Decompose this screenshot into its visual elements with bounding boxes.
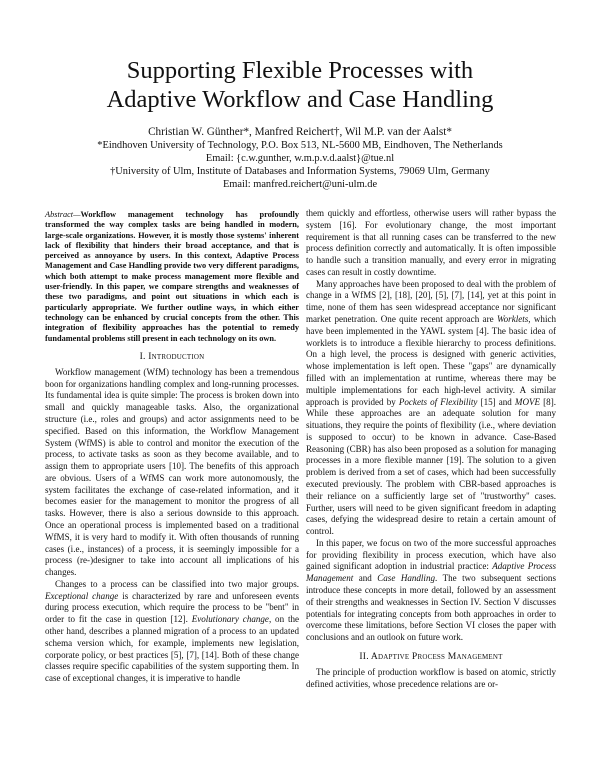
text-run: , which have been implemented in the YAWL system [4]. The basic idea of worklets is to introduce a flexible hierarchy to process definitions. On a high level, the process is designed with generic activities, whose implementation is left open. These "gaps" are dynamically filled with an implementation at runtime, whereas there may be multiple implementations for each high-level activity. A similar approach is provided by (306, 314, 556, 407)
title-line-2: Adaptive Workflow and Case Handling (106, 86, 494, 113)
text-run: Many approaches have been proposed to deal with the problem of change in a WfMS [2], [18], [20], [5], [7], [14], yet at this point in time, none of them has seen widespread acceptance nor significant market penetration. One quite recent approach are (306, 278, 556, 325)
intro-paragraph-2 (45, 579, 299, 685)
text-run: In this paper, we focus on two of the more successful approaches for providing flexibility in process execution, which have also gained significant adoption in industrial practice: (306, 537, 556, 572)
title-line-1: Supporting Flexible Processes with (126, 57, 474, 84)
emphasis-evolutionary-change: Evolutionary change (191, 614, 269, 625)
emphasis-exceptional-change: Exceptional change (45, 590, 119, 601)
intro-paragraph-1: Workflow management (WfM) technology has been a tremendous boon for organizations handling complex and long-running processes. Its fundamental idea is quite simple: The process is broken down into small and quickly manageable tasks. Also, the organizational structure (i.e., roles and groups) and actor assignments need to be specified. Based on this information, the Workflow Management System (WfMS) is able to control and monitor the execution of the process, to activate tasks as soon as they become available, and to assign them to appropriate users [10]. The benefits of this approach are obvious. Users of a WfMS can work more autonomously, the system facilitates the exchange of case-related information, and it becomes easier for the management to monitor the progress of all tasks. However, there is also a serious downside to this approach. Once an operational process is implemented based on a traditional WfMS, it is very hard to modify it. With often thousands of running cases (i.e., instances) of a process, it is seemingly impossible for a process (re-)designer to take into account all implications of his changes. (45, 366, 299, 578)
text-run: Changes to a process can be classified into two major groups. (55, 578, 299, 589)
section2-paragraph-1: The principle of production workflow is based on atomic, strictly defined activities, whose precedence relations are or- (306, 666, 556, 689)
section-heading-adaptive-process-management: II. Adaptive Process Management (359, 650, 503, 662)
affiliation-1: *Eindhoven University of Technology, P.O. Box 513, NL-5600 MB, Eindhoven, The Netherlands (97, 140, 503, 151)
text-run: , on the other hand, describes a planned migration of a process to an updated schema version which, for example, implements new legislation, corporate policy, or best practices [5], [7], [14]. Both of these change classes require specific capabilities of the system supporting them. In case of exceptional changes, it is imperative to handle (45, 614, 300, 684)
emphasis-move: MOVE (514, 396, 541, 407)
abstract-text: Workflow management technology has profoundly transformed the way complex tasks are being handled in modern, large-scale organizations. However, it is mostly those systems' inherent lack of flexibility that hinders their broad acceptance, and that is perceived as annoyance by users. In this context, Adaptive Process Management and Case Handling provide two very different paradigms, which both attempt to make process management more flexible and user-friendly. In this paper, we compare strengths and weaknesses of these two paradigms, and point out situations in which each is particularly appropriate. We further outline ways, in which either technology can be enhanced by crucial concepts from the other. This integration of flexibility approaches has the potential to remedy fundamental problems still present in each technology on its own. (45, 210, 299, 343)
email-2: Email: manfred.reichert@uni-ulm.de (222, 179, 378, 190)
left-column (45, 210, 299, 685)
abstract-lead: Abstract— (45, 210, 81, 219)
intro-paragraph-2-cont: them quickly and effortless, otherwise users will rather bypass the system [16]. For evolutionary change, the most important requirement is that all running cases can be transferred to the new process definition correctly and automatically. It is often impossible to handle such a transition manually, and every error in migrating cases can result in costly downtime. (306, 208, 556, 277)
emphasis-pockets-of-flexibility: Pockets of Flexibility (398, 396, 478, 407)
paper-title (0, 56, 600, 114)
text-run: . The two subsequent sections introduce these concepts in more detail, followed by an assessment of their strengths and weaknesses in Section IV. Section V discusses potentials for integrating concepts from both approaches in order to overcome these limitations, before Section VI closes the paper with conclusions and an outlook on future work. (306, 573, 556, 643)
intro-paragraph-4 (306, 538, 556, 644)
intro-paragraph-3 (306, 279, 556, 538)
author-block (0, 125, 600, 191)
text-run: and (353, 573, 378, 584)
text-run: is characterized by rare and unforeseen events during process execution, which require the process to be "bent" in order to fit the case in question [12]. (45, 590, 299, 625)
emphasis-case-handling: Case Handling (377, 573, 435, 584)
text-run: [15] and (477, 396, 515, 407)
affiliation-2: †University of Ulm, Institute of Databases and Information Systems, 79069 Ulm, Germany (110, 166, 490, 177)
text-run: [8]. While these approaches are an adequate solution for many situations, they require the points of flexibility (i.e., where deviation is supposed to occur) to be known in advance. Case-Based Reasoning (CBR) has also been proposed as a solution for managing processes in a more flexible manner [19]. The solution to a given problem is derived from a set of cases, which had been successfully executed previously. The problem with CBR-based approaches is their reliance on a sufficiently large set of "trustworthy" cases. Further, users will need to be given significant freedom in adapting cases, defying the widespread desire to retain a certain amount of control. (306, 396, 556, 537)
author-names: Christian W. Günther*, Manfred Reichert†, Wil M.P. van der Aalst* (148, 126, 452, 138)
right-column (306, 208, 556, 690)
abstract (45, 210, 299, 344)
emphasis-worklets: Worklets (496, 314, 529, 325)
section-heading-introduction: I. Introduction (139, 350, 205, 362)
email-1: Email: {c.w.gunther, w.m.p.v.d.aalst}@tue.nl (205, 153, 395, 164)
emphasis-adaptive-process-management: Adaptive Process Management (306, 561, 556, 584)
